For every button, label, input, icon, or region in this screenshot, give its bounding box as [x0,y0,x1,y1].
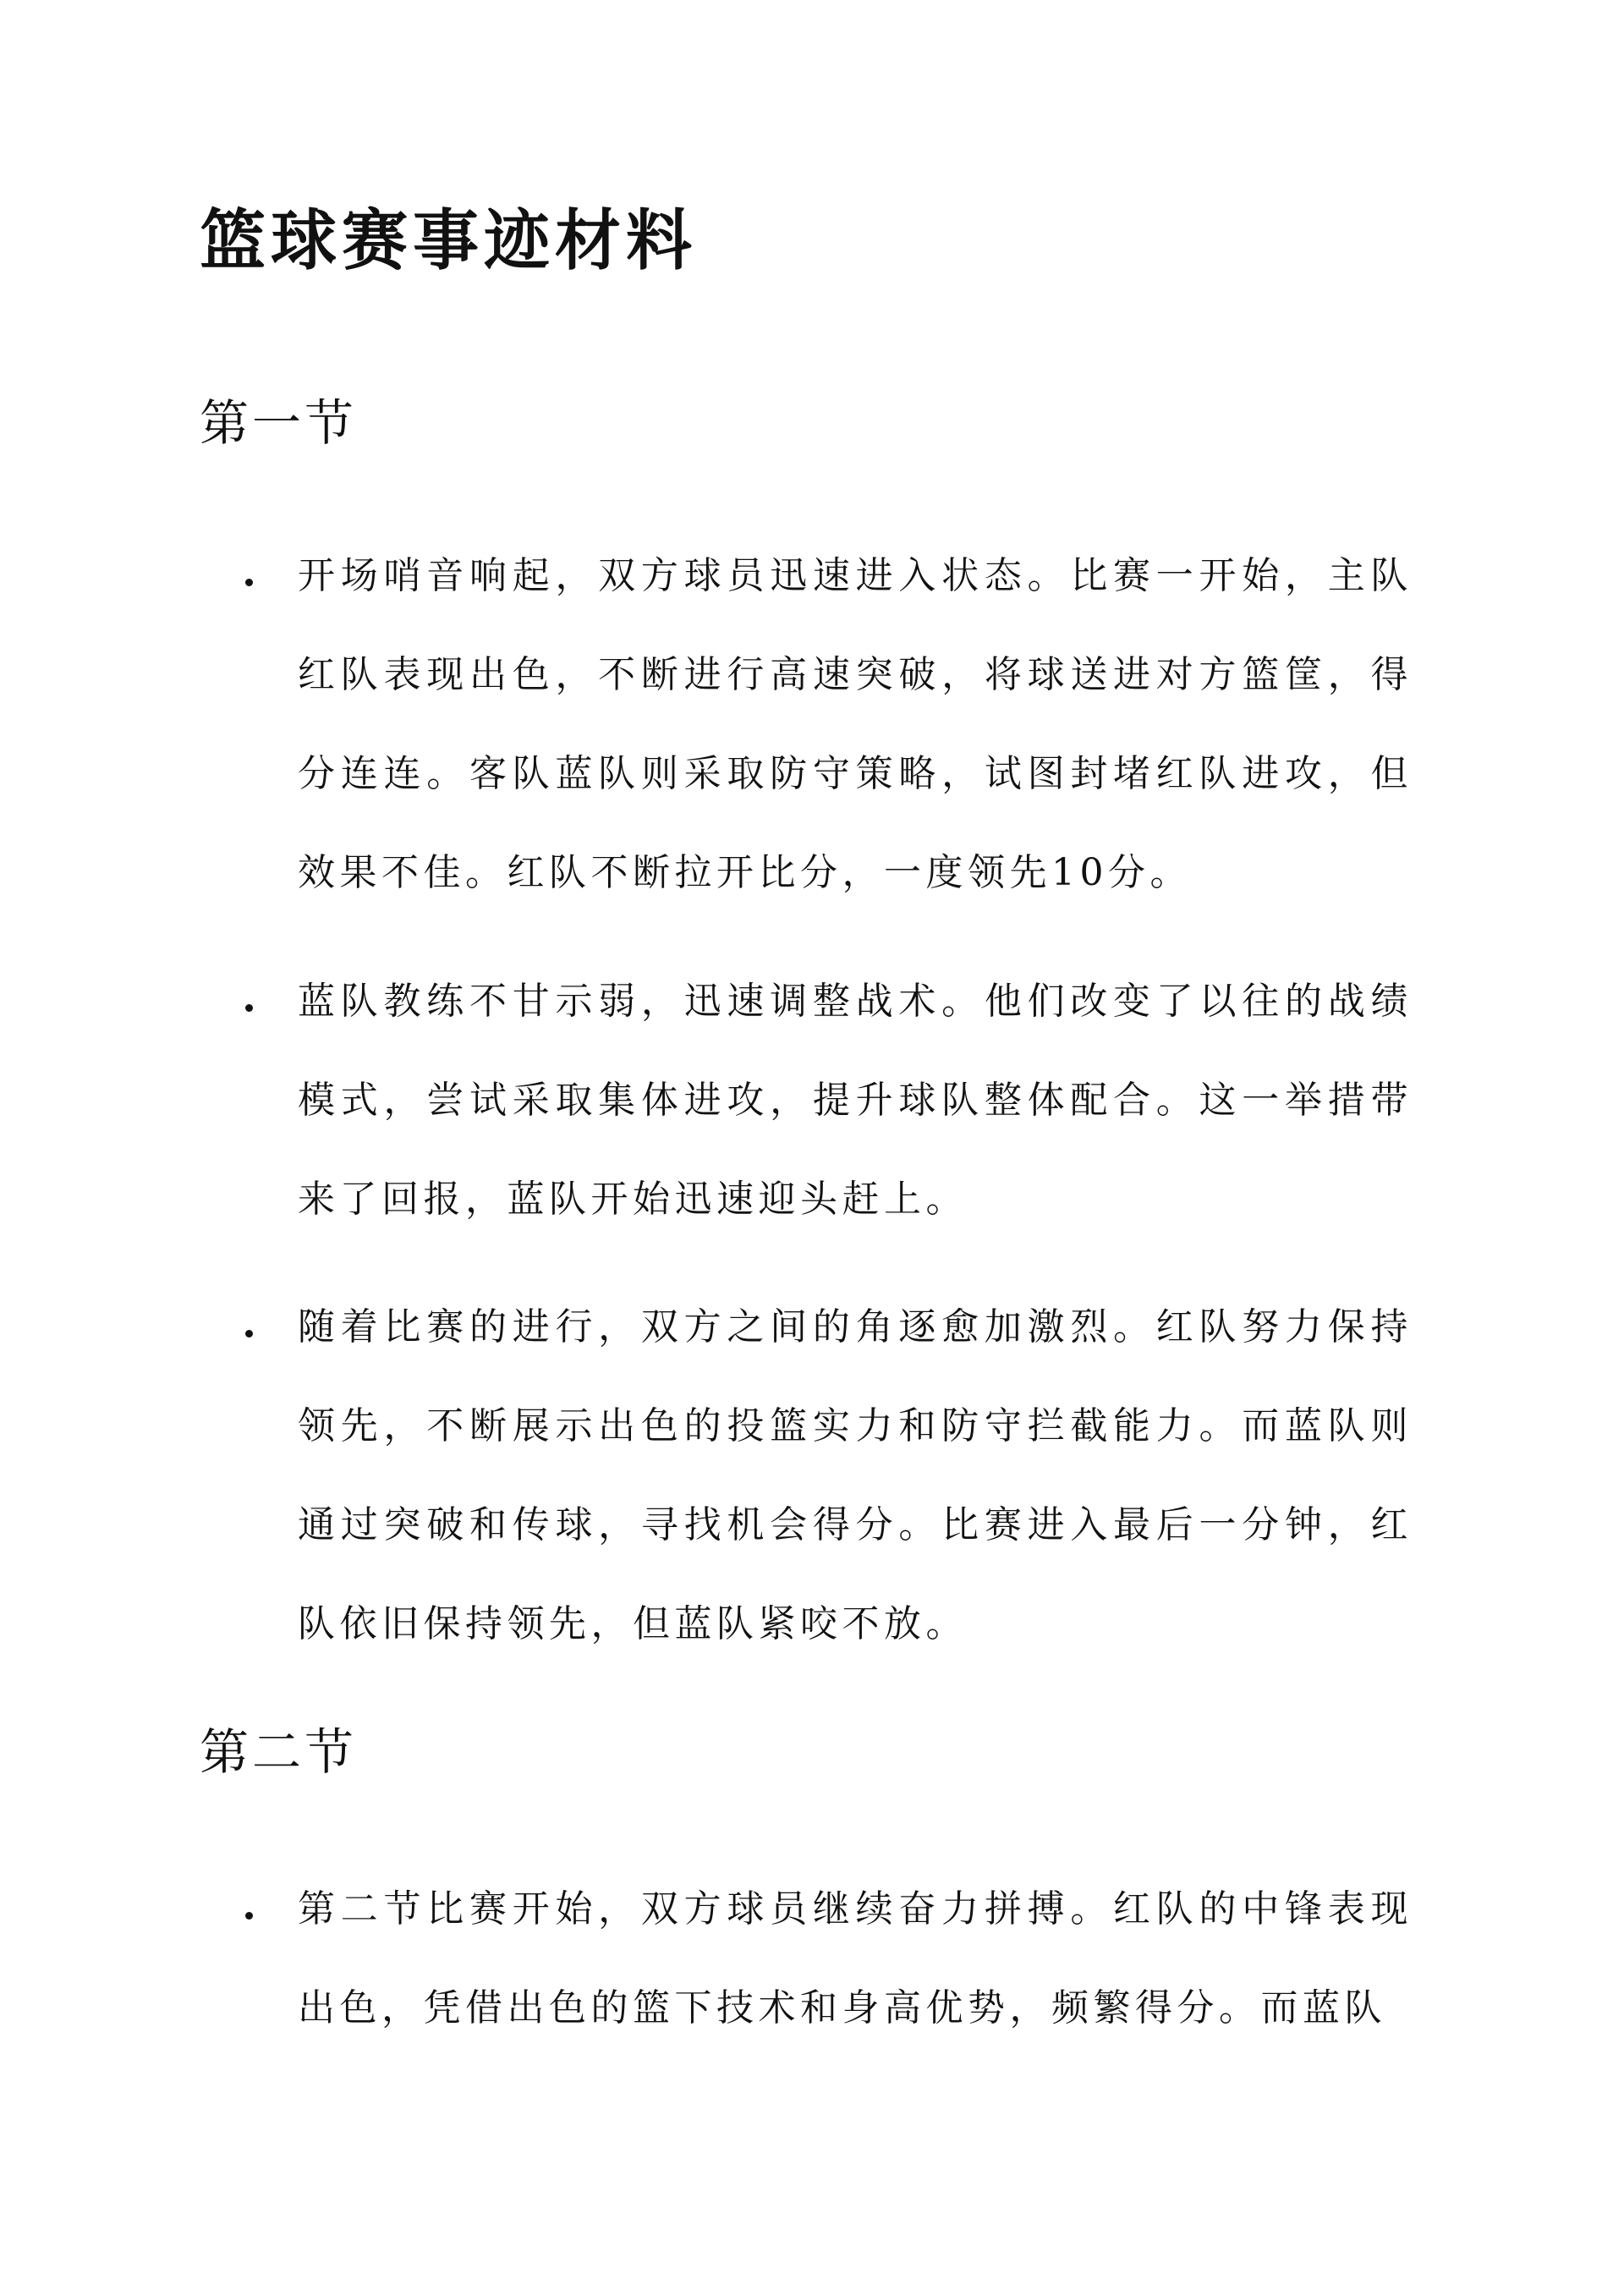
bullet-dot [245,1912,253,1920]
section-heading-1: 第一节 [200,394,358,452]
section-heading-2: 第二节 [200,1723,358,1781]
document-title: 篮球赛事迹材料 [200,202,698,279]
bullet-dot [245,1330,253,1338]
paragraph-text: 第二节比赛开始，双方球员继续奋力拼搏。红队的中锋表现出色，凭借出色的篮下技术和身高优势，频繁得分。而蓝队 [298,1887,1413,2030]
bullet-dot [245,579,253,586]
list-item [245,526,1413,922]
list-item [245,1277,1413,1673]
paragraph-text: 随着比赛的进行，双方之间的角逐愈加激烈。红队努力保持领先，不断展示出色的投篮实力和防守拦截能力。而蓝队则通过突破和传球，寻找机会得分。比赛进入最后一分钟，红队依旧保持领先，但蓝队紧咬不放。 [298,1305,1413,1645]
list-item [245,952,1413,1249]
paragraph-text: 开场哨音响起，双方球员迅速进入状态。比赛一开始，主队红队表现出色，不断进行高速突破，将球送进对方篮筐，得分连连。客队蓝队则采取防守策略，试图封堵红队进攻，但效果不佳。红队不断拉开比分，一度领先10分。 [298,554,1413,894]
paragraph-text: 蓝队教练不甘示弱，迅速调整战术。他们改变了以往的战绩模式，尝试采取集体进攻，提升球队整体配合。这一举措带来了回报，蓝队开始迅速迎头赶上。 [298,980,1413,1221]
list-item [245,1859,1413,2057]
bullet-dot [245,1004,253,1012]
